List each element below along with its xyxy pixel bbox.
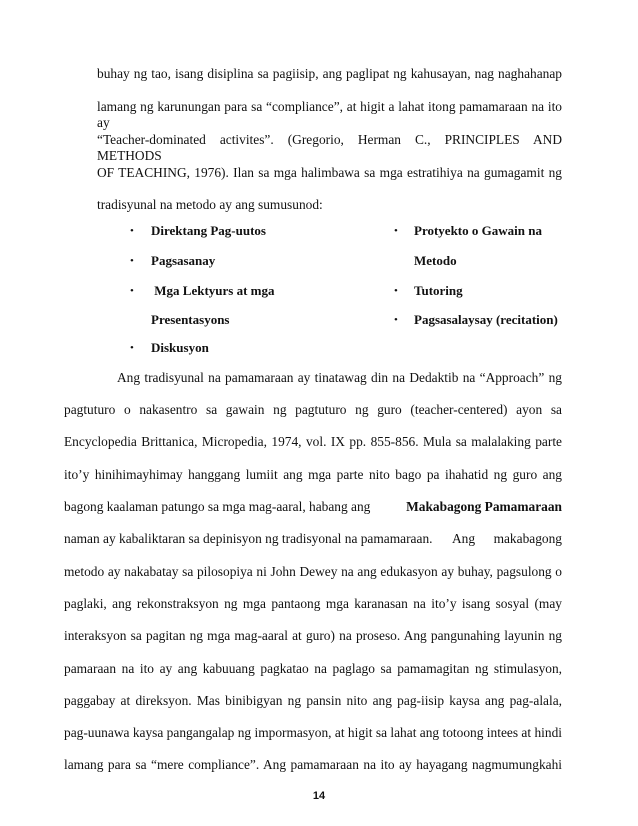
list-item: Pagsasanay (151, 253, 216, 268)
para2-line-2: pagtuturo o nakasentro sa gawain ng pagtuturo ng guro (teacher-centered) ayon sa (64, 402, 562, 417)
bullet-icon: • (130, 285, 134, 297)
bullet-icon: • (394, 314, 398, 326)
para2-line-5 (64, 499, 562, 515)
line-text: bagong kaalaman patungo sa mga mag-aaral, habang ang (64, 499, 371, 514)
bullet-icon: • (394, 225, 398, 237)
line-text: naman ay kabaliktaran sa depinisyon ng tradisyonal na pamamaraan. (64, 531, 433, 546)
list-item: Diskusyon (151, 340, 209, 355)
page-number: 14 (312, 790, 326, 802)
list-item: Tutoring (414, 283, 463, 298)
para2-line-11: paggabay at direksyon. Mas binibigyan ng pansin nito ang pag-iisip kaysa ang pag-alala, (64, 693, 562, 708)
para2-line-12: pag-uunawa kaysa pangangalap ng impormasyon, at higit sa lahat ang totoong intees at hindi (64, 725, 562, 740)
list-item: Pagsasalaysay (recitation) (414, 312, 558, 327)
para2-line-10: pamaraan na ito ay ang kabuuang pagkatao na paglago sa pamamagitan ng stimulasyon, (64, 661, 562, 676)
para2-line-3: Encyclopedia Brittanica, Micropedia, 1974, vol. IX pp. 855-856. Mula sa malalaking parte (64, 434, 562, 449)
line-word: Ang (452, 531, 476, 546)
bullet-icon: • (130, 342, 134, 354)
para2-line-13: lamang para sa “mere compliance”. Ang pamamaraan na ito ay hayagang nagmumungkahi (64, 757, 562, 772)
bullet-icon: • (394, 285, 398, 297)
list-item-continuation: Metodo (414, 253, 457, 268)
list-item: Direktang Pag-uutos (151, 223, 266, 238)
list-item: Mga Lektyurs at mga (151, 283, 275, 298)
para1-line-1: buhay ng tao, isang disiplina sa pagiisip, ang paglipat ng kahusayan, nag naghahanap (97, 66, 562, 81)
list-item-continuation: Presentasyons (151, 312, 230, 327)
para1-line-3: “Teacher-dominated activites”. (Gregorio, Herman C., PRINCIPLES AND METHODS (97, 132, 562, 163)
para2-line-4: ito’y hinihimayhimay hanggang lumiit ang mga parte nito bago pa ihahatid ng guro ang (64, 467, 562, 482)
para2-line-6 (64, 531, 562, 547)
para1-line-2: lamang ng karunungan para sa “compliance”, at higit a lahat itong pamamaraan na ito ay (97, 99, 562, 130)
bullet-icon: • (130, 255, 134, 267)
para2-line-1: Ang tradisyunal na pamamaraan ay tinatawag din na Dedaktib na “Approach” ng (117, 370, 562, 385)
bold-term: Makabagong Pamamaraan (406, 499, 562, 514)
para2-line-8: paglaki, ang rekonstraksyon ng mga pantaong mga karanasan na ito’y isang sosyal (may (64, 596, 562, 611)
para2-line-9: interaksyon sa pagitan ng mga mag-aaral at guro) na proseso. Ang pangunahing layunin ng (64, 628, 562, 643)
list-item: Protyekto o Gawain na (414, 223, 542, 238)
line-word: makabagong (493, 531, 562, 546)
bullet-icon: • (130, 225, 134, 237)
para1-line-5: tradisyunal na metodo ay ang sumusunod: (97, 197, 323, 212)
para1-line-4: OF TEACHING, 1976). Ilan sa mga halimbawa sa mga estratihiya na gumagamit ng (97, 165, 562, 180)
para2-line-7: metodo ay nakabatay sa pilosopiya ni John Dewey na ang edukasyon ay buhay, pagsulong o (64, 564, 562, 579)
